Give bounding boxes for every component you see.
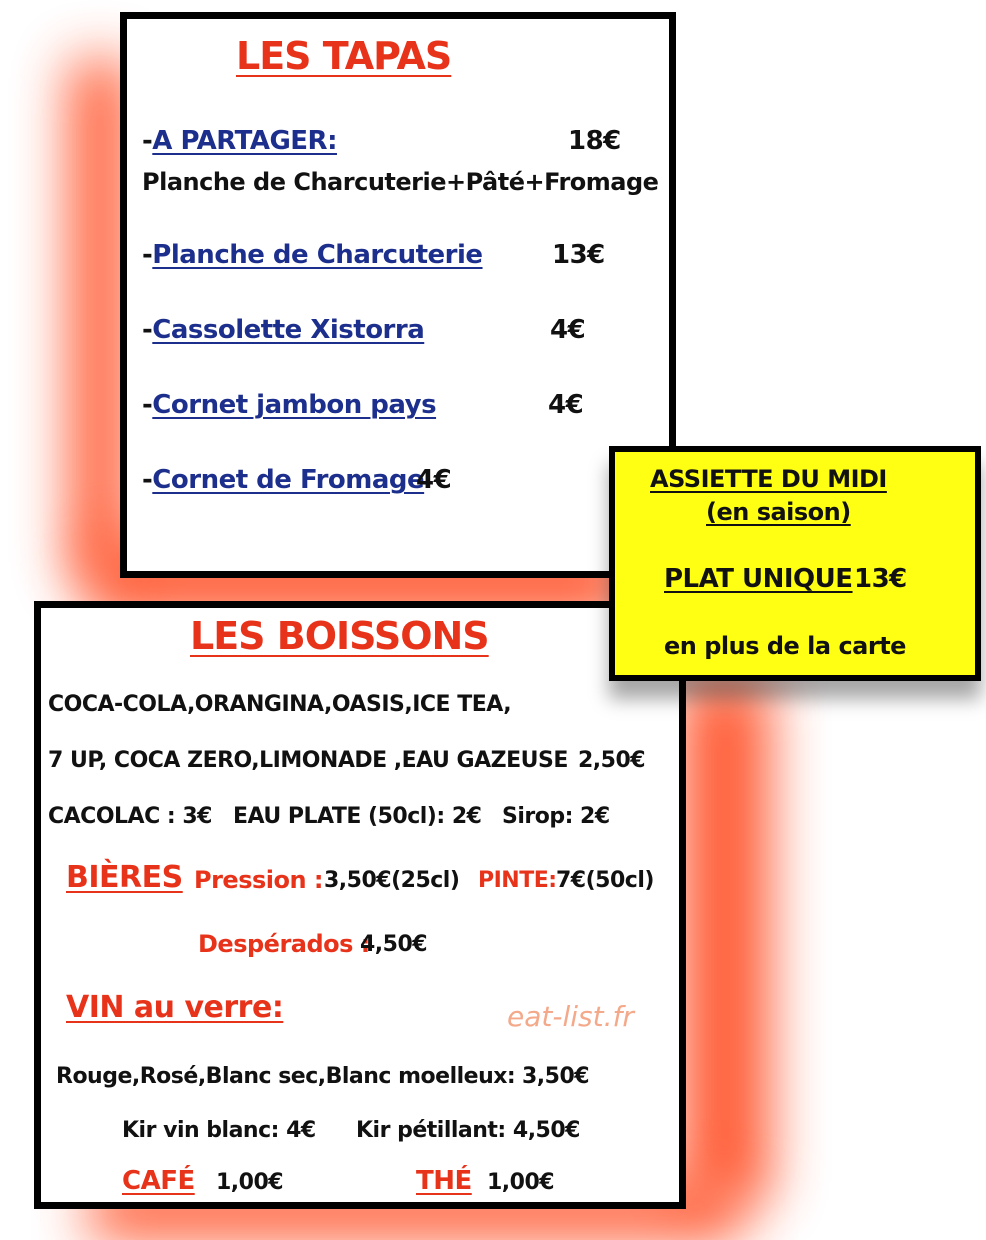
item-label: Cornet jambon pays [152,390,437,420]
plat-unique-price: 13€ [854,564,907,594]
the-label: THÉ [416,1166,472,1196]
assiette-title: ASSIETTE DU MIDI [650,465,887,493]
item-prefix: - [142,240,153,270]
item-label: Cornet de Fromage [152,465,425,495]
item-description: Planche de Charcuterie+Pâté+Fromage [142,168,659,196]
cafe-price: 1,00€ [216,1170,284,1195]
item-prefix: - [142,390,153,420]
assiette-season: (en saison) [706,498,851,526]
softs-line-2: 7 UP, COCA ZERO,LIMONADE ,EAU GAZEUSE [48,748,568,773]
glow-shadow [680,680,770,1200]
item-label: A PARTAGER: [152,126,337,156]
tapas-item-cornet-jambon [142,390,436,420]
item-price: 4€ [550,315,586,345]
kir-blanc-price: Kir vin blanc: 4€ [122,1118,316,1143]
kir-petillant-price: Kir pétillant: 4,50€ [356,1118,580,1143]
the-price: 1,00€ [487,1170,555,1195]
desperados-price: 4,50€ [360,932,428,957]
desperados-label: Despérados : [198,930,370,958]
pression-price: 3,50€(25cl) [324,868,460,893]
item-price: 13€ [552,240,605,270]
sirop-price: Sirop: 2€ [502,804,610,829]
tapas-item-planche [142,240,483,270]
plat-unique-label: PLAT UNIQUE [664,564,853,594]
item-prefix: - [142,315,153,345]
vin-label: VIN au verre: [66,990,284,1025]
cafe-label: CAFÉ [122,1166,195,1196]
vin-line: Rouge,Rosé,Blanc sec,Blanc moelleux: [56,1064,516,1089]
item-price: 4€ [416,465,452,495]
bieres-label: BIÈRES [66,860,183,895]
tapas-item-partager [142,126,337,156]
softs-line-1: COCA-COLA,ORANGINA,OASIS,ICE TEA, [48,692,512,717]
pression-label: Pression : [194,866,324,894]
assiette-note: en plus de la carte [664,632,906,660]
item-label: Cassolette Xistorra [152,315,425,345]
vin-price: 3,50€ [522,1064,590,1089]
pinte-price: 7€(50cl) [556,868,654,893]
pinte-label: PINTE: [478,868,557,893]
softs-price: 2,50€ [578,748,646,773]
eau-plate-price: EAU PLATE (50cl): 2€ [233,804,482,829]
item-label: Planche de Charcuterie [152,240,483,270]
item-price: 18€ [568,126,621,156]
tapas-item-cornet-fromage [142,465,424,495]
item-price: 4€ [548,390,584,420]
tapas-item-cassolette [142,315,424,345]
item-prefix: - [142,126,153,156]
item-prefix: - [142,465,153,495]
boissons-title: LES BOISSONS [190,614,489,658]
watermark: eat-list.fr [507,1000,634,1033]
cacolac-price: CACOLAC : 3€ [48,804,212,829]
tapas-title: LES TAPAS [236,34,452,78]
